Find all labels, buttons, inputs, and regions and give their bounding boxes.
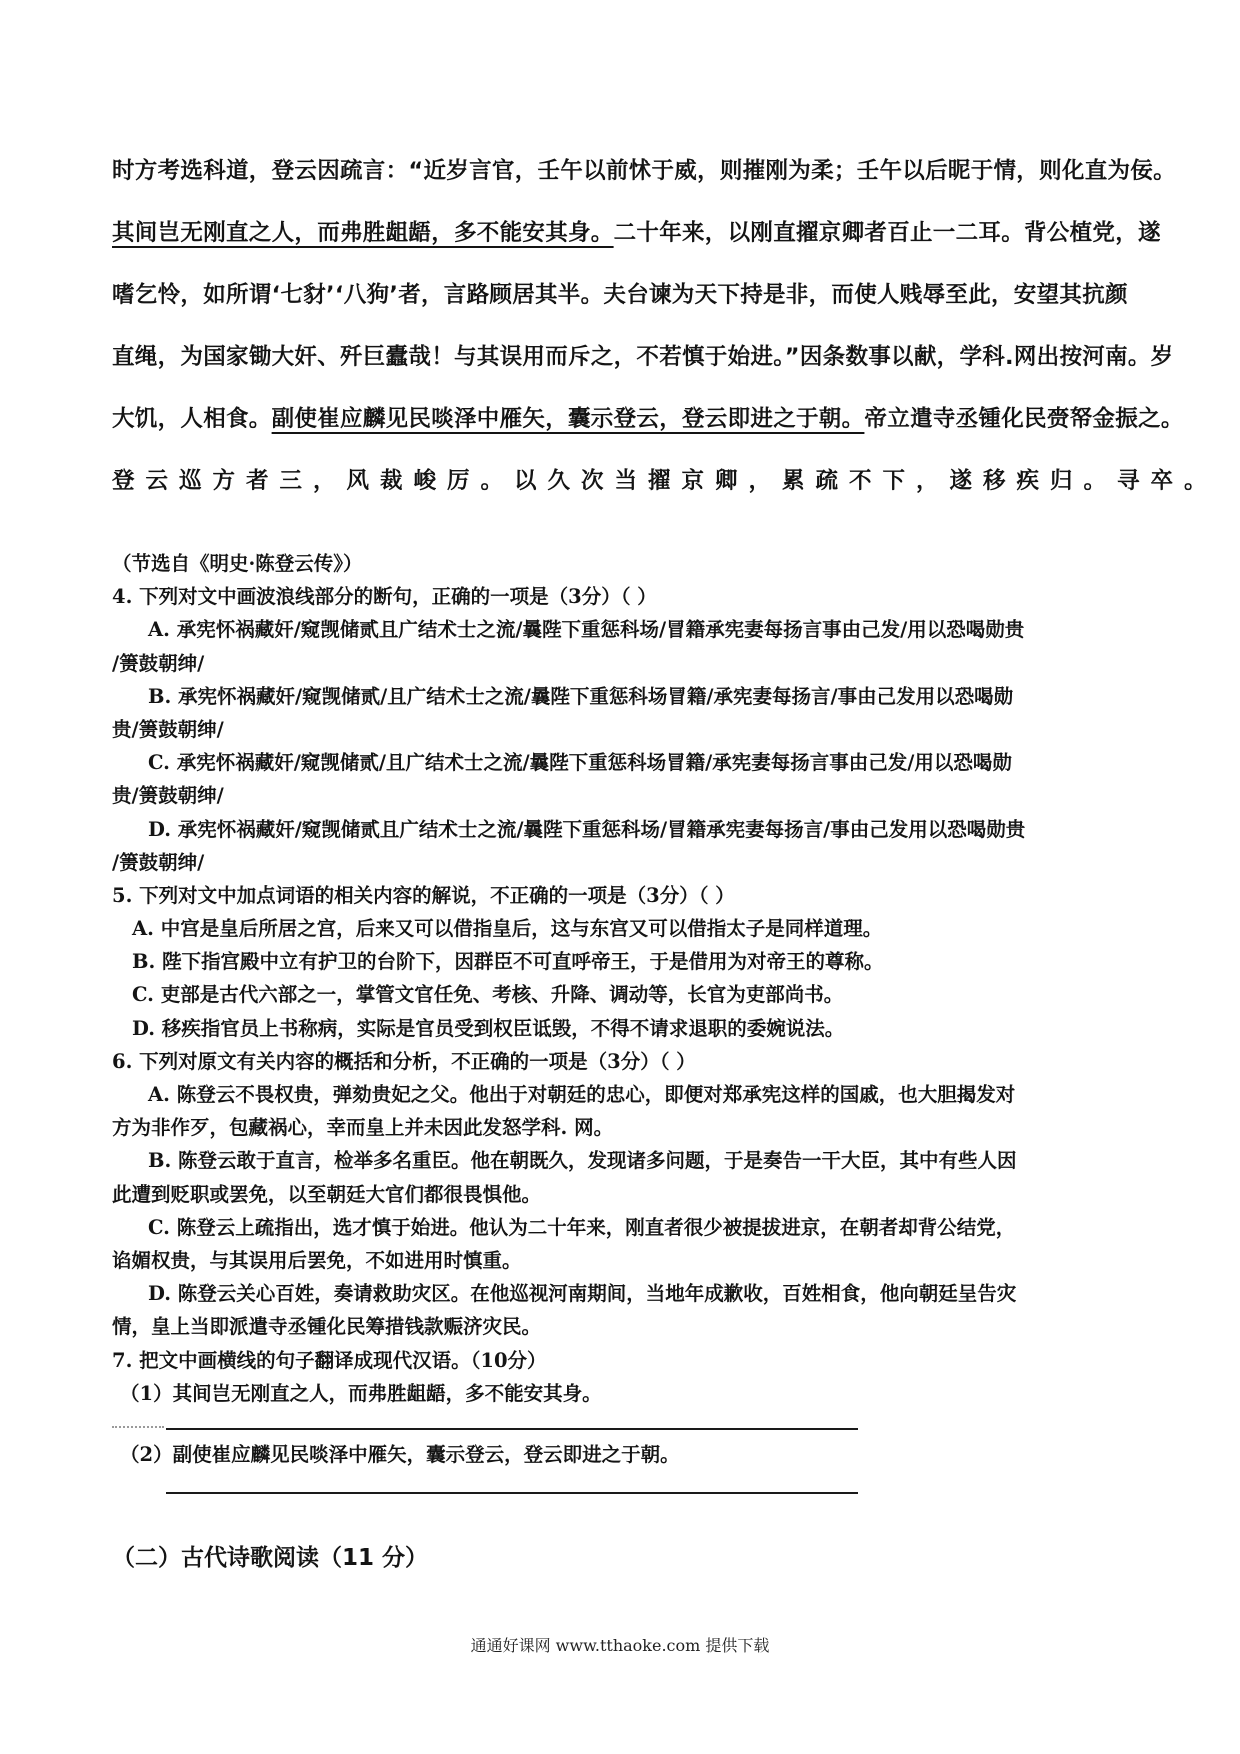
answer-line-1[interactable] xyxy=(166,1428,858,1430)
question-7-part-2 xyxy=(112,1438,1140,1471)
question-5-option-c: C. 吏部是古代六部之一，掌管文官任免、考核、升降、调动等，长官为吏部尚书。 xyxy=(132,983,844,1007)
dotted-guide-line xyxy=(112,1426,164,1428)
passage-line: 直绳，为国家锄大奸、歼巨蠹哉！与其误用而斥之，不若慎于始进。”因条数事以献，学科.网出按河南。岁 xyxy=(112,344,1174,370)
underlined-sentence-2: 副使崔应麟见民啖泽中雁矢，囊示登云，登云即进之于朝。 xyxy=(271,406,865,432)
question-6-option-b: B. 陈登云敢于直言，检举多名重臣。他在朝既久，发现诸多问题，于是奏告一干大臣，其中有些人因 xyxy=(148,1149,1017,1173)
passage-line: 登云巡方者三，风裁峻厉。以久次当擢京卿，累疏不下，遂移疾归。寻卒。 xyxy=(112,468,1218,494)
question-5-option-a: A. 中宫是皇后所居之宫，后来又可以借指皇后，这与东宫又可以借指太子是同样道理。 xyxy=(132,917,883,941)
question-4-option-a: A. 承宪怀祸藏奸/窥觊储贰且广结术士之流/曩陛下重惩科场/冒籍承宪妻每扬言事由己发/用以恐喝勋贵 xyxy=(148,618,1025,642)
question-4-option-d-cont: /箦鼓朝绅/ xyxy=(112,850,205,874)
question-6-option-a-cont: 方为非作歹，包藏祸心，幸而皇上并未因此发怒学科. 网。 xyxy=(112,1116,614,1140)
footer-credit: 通通好课网 www.tthaoke.com 提供下载 xyxy=(470,1636,770,1655)
question-6-option-c-cont: 谄媚权贵，与其误用后罢免，不如进用时慎重。 xyxy=(112,1248,522,1272)
question-6-option-b-cont: 此遭到贬职或罢免，以至朝廷大官们都很畏惧他。 xyxy=(112,1182,542,1206)
question-4-option-b: B. 承宪怀祸藏奸/窥觊储贰/且广结术士之流/曩陛下重惩科场冒籍/承宪妻每扬言/事由己发用以恐喝勋 xyxy=(148,684,1014,708)
question-4-option-d: D. 承宪怀祸藏奸/窥觊储贰且广结术士之流/曩陛下重惩科场/冒籍承宪妻每扬言/事由己发用以恐喝勋贵 xyxy=(148,817,1026,841)
passage-line: 其间岂无刚直之人，而弗胜龃龉，多不能安其身。二十年来，以刚直擢京卿者百止一二耳。背公植党，遂 xyxy=(112,220,1161,246)
question-5-option-d: D. 移疾指官员上书称病，实际是官员受到权臣诋毁，不得不请求退职的委婉说法。 xyxy=(132,1016,845,1040)
passage-line: 大饥，人相食。副使崔应麟见民啖泽中雁矢，囊示登云，登云即进之于朝。帝立遣寺丞锺化民赍帑金振之。 xyxy=(112,406,1184,432)
question-6-option-d: D. 陈登云关心百姓，奏请救助灾区。在他巡视河南期间，当地年成歉收，百姓相食，他向朝廷呈告灾 xyxy=(148,1282,1017,1306)
questions-block xyxy=(112,547,1140,1410)
answer-line-2[interactable] xyxy=(166,1492,858,1494)
question-4-option-c-cont: 贵/箦鼓朝绅/ xyxy=(112,784,224,808)
question-6-option-c: C. 陈登云上疏指出，选才慎于始进。他认为二十年来，刚直者很少被提拔进京，在朝者却背公结党， xyxy=(148,1215,1016,1239)
question-4-stem: 4. 下列对文中画波浪线部分的断句，正确的一项是（3分）（ ） xyxy=(112,585,657,609)
question-6-option-d-cont: 情，皇上当即派遣寺丞锺化民筹措钱款赈济灾民。 xyxy=(112,1315,542,1339)
passage-text xyxy=(112,154,1218,526)
section-heading: （二）古代诗歌阅读（11 分） xyxy=(112,1545,429,1571)
passage-line: 时方考选科道，登云因疏言：“近岁言官，壬午以前怵于威，则摧刚为柔；壬午以后昵于情，则化直为佞。 xyxy=(112,158,1176,184)
passage-line: 嗜乞怜，如所谓‘七豺’‘八狗’者，言路顾居其半。夫台谏为天下持是非，而使人贱辱至此，安望其抗颜 xyxy=(112,282,1128,308)
source-note: （节选自《明史·陈登云传》） xyxy=(112,552,363,575)
question-7-sentence-2: （2）副使崔应麟见民啖泽中雁矢，囊示登云，登云即进之于朝。 xyxy=(120,1443,680,1466)
question-4-option-b-cont: 贵/箦鼓朝绅/ xyxy=(112,717,224,741)
question-7-stem: 7. 把文中画横线的句子翻译成现代汉语。（10分） xyxy=(112,1348,547,1372)
underlined-sentence-1: 其间岂无刚直之人，而弗胜龃龉，多不能安其身。 xyxy=(112,220,614,246)
question-4-option-c: C. 承宪怀祸藏奸/窥觊储贰/且广结术士之流/曩陛下重惩科场冒籍/承宪妻每扬言事由己发/用以恐喝勋 xyxy=(148,751,1012,775)
question-6-stem: 6. 下列对原文有关内容的概括和分析，不正确的一项是（3分）（ ） xyxy=(112,1049,696,1073)
question-5-stem: 5. 下列对文中加点词语的相关内容的解说，不正确的一项是（3分）（ ） xyxy=(112,883,735,907)
question-4-option-a-cont: /箦鼓朝绅/ xyxy=(112,651,205,675)
question-7-sentence-1: （1）其间岂无刚直之人，而弗胜龃龉，多不能安其身。 xyxy=(120,1381,602,1405)
question-5-option-b: B. 陛下指宫殿中立有护卫的台阶下，因群臣不可直呼帝王，于是借用为对帝王的尊称。 xyxy=(132,950,884,974)
question-6-option-a: A. 陈登云不畏权贵，弹劾贵妃之父。他出于对朝廷的忠心，即便对郑承宪这样的国戚，也大胆揭发对 xyxy=(148,1083,1016,1106)
